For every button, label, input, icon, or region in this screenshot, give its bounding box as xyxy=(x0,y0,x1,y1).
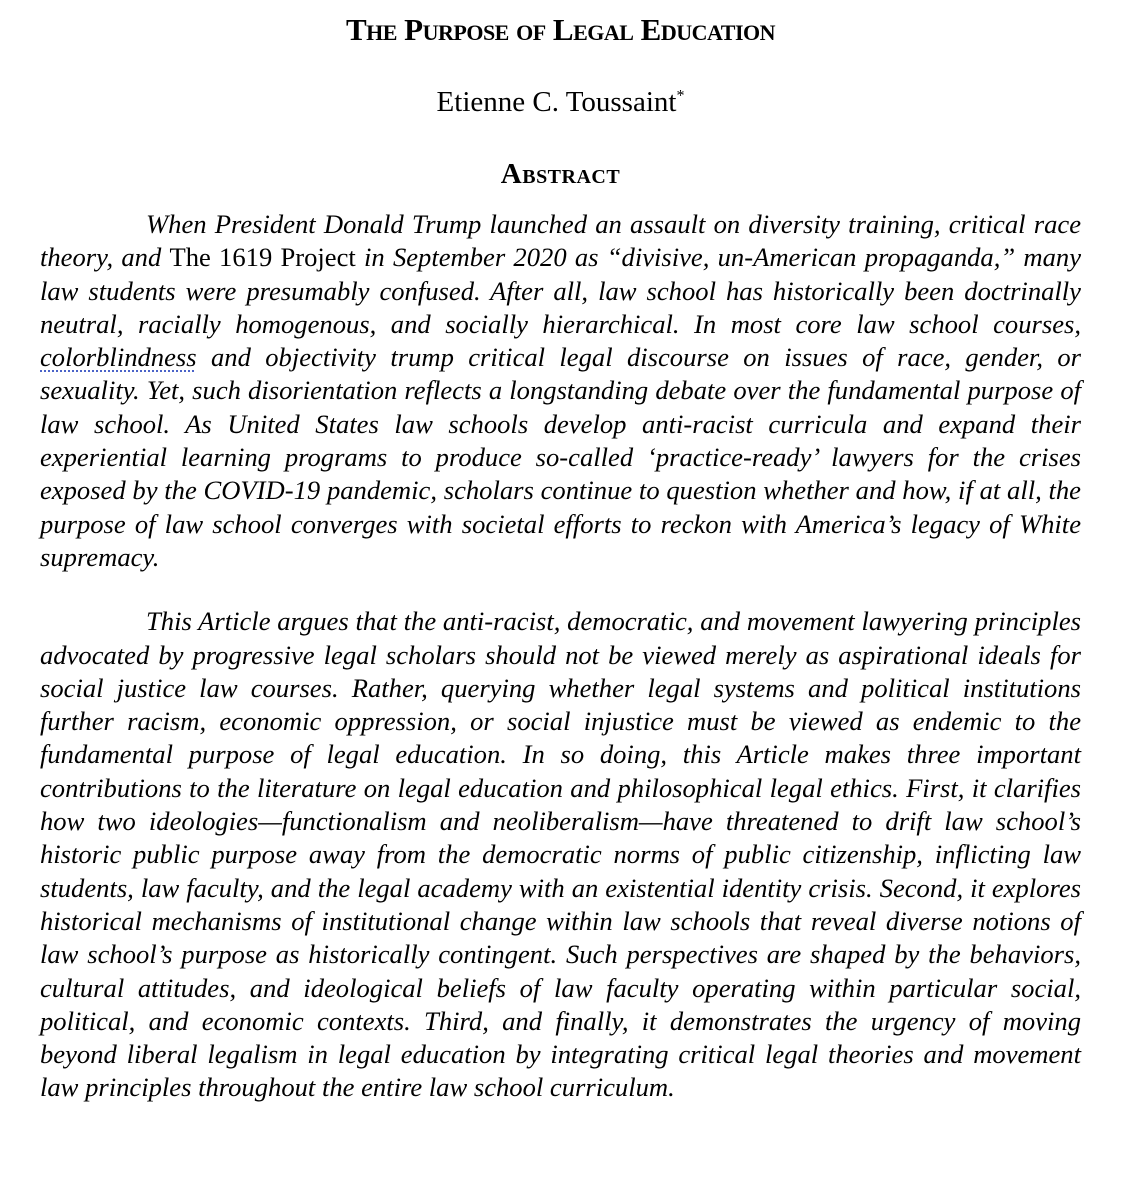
paragraph-1-text-b: in September 2020 as “divisive, un-American propaganda,” many law students were presumably confused. After all, law school has historically been doctrinally neutral, racially homogenous, and socially hierarchical. In most core law school courses, xyxy=(40,242,1081,339)
project-title-upright: The 1619 Project xyxy=(169,242,356,273)
paragraph-1-text-a: When President Donald Trump launched an assault on diversity training, critical race theory, and xyxy=(40,209,1081,273)
author-line xyxy=(40,48,1081,119)
article-title: The Purpose of Legal Education xyxy=(345,12,776,47)
author-footnote-marker: * xyxy=(676,87,685,105)
abstract-paragraph-1 xyxy=(40,191,1081,574)
author-name: Etienne C. Toussaint xyxy=(436,86,677,118)
spellcheck-flagged-word[interactable]: colorblindness xyxy=(40,342,197,373)
abstract-paragraph-2: This Article argues that the anti-racist, democratic, and movement lawyering principles advocated by progressive legal scholars should not be viewed merely as aspirational ideals for social justice law courses. Rather, querying whether legal systems and political institutions further racism, economic oppression, or social injustice must be viewed as endemic to the fundamental purpose of legal education. In so doing, this Article makes three important contributions to the literature on legal education and philosophical legal ethics. First, it clarifies how two ideologies—functionalism and neoliberalism—have threatened to drift law school’s historic public purpose away from the democratic norms of public citizenship, inflicting law students, law faculty, and the legal academy with an existential identity crisis. Second, it explores historical mechanisms of institutional change within law schools that reveal diverse notions of law school’s purpose as historically contingent. Such perspectives are shaped by the behaviors, cultural attitudes, and ideological beliefs of law faculty operating within particular social, political, and economic contexts. Third, and finally, it demonstrates the urgency of moving beyond liberal legalism in legal education by integrating critical legal theories and movement law principles throughout the entire law school curriculum. xyxy=(40,606,1081,1103)
abstract-heading: Abstract xyxy=(500,158,621,190)
paragraph-1-text-c: and objectivity trump critical legal discourse on issues of race, gender, or sexuality. Yet, such disorientation reflects a longstanding debate over the fundamental purpose of law school. As United States law schools develop anti-racist curricula and expand their experiential learning programs to produce so-called ‘practice-ready’ lawyers for the crises exposed by the COVID-19 pandemic, scholars continue to question whether and how, if at all, the purpose of law school converges with societal efforts to reckon with America’s legacy of White supremacy. xyxy=(40,342,1081,572)
